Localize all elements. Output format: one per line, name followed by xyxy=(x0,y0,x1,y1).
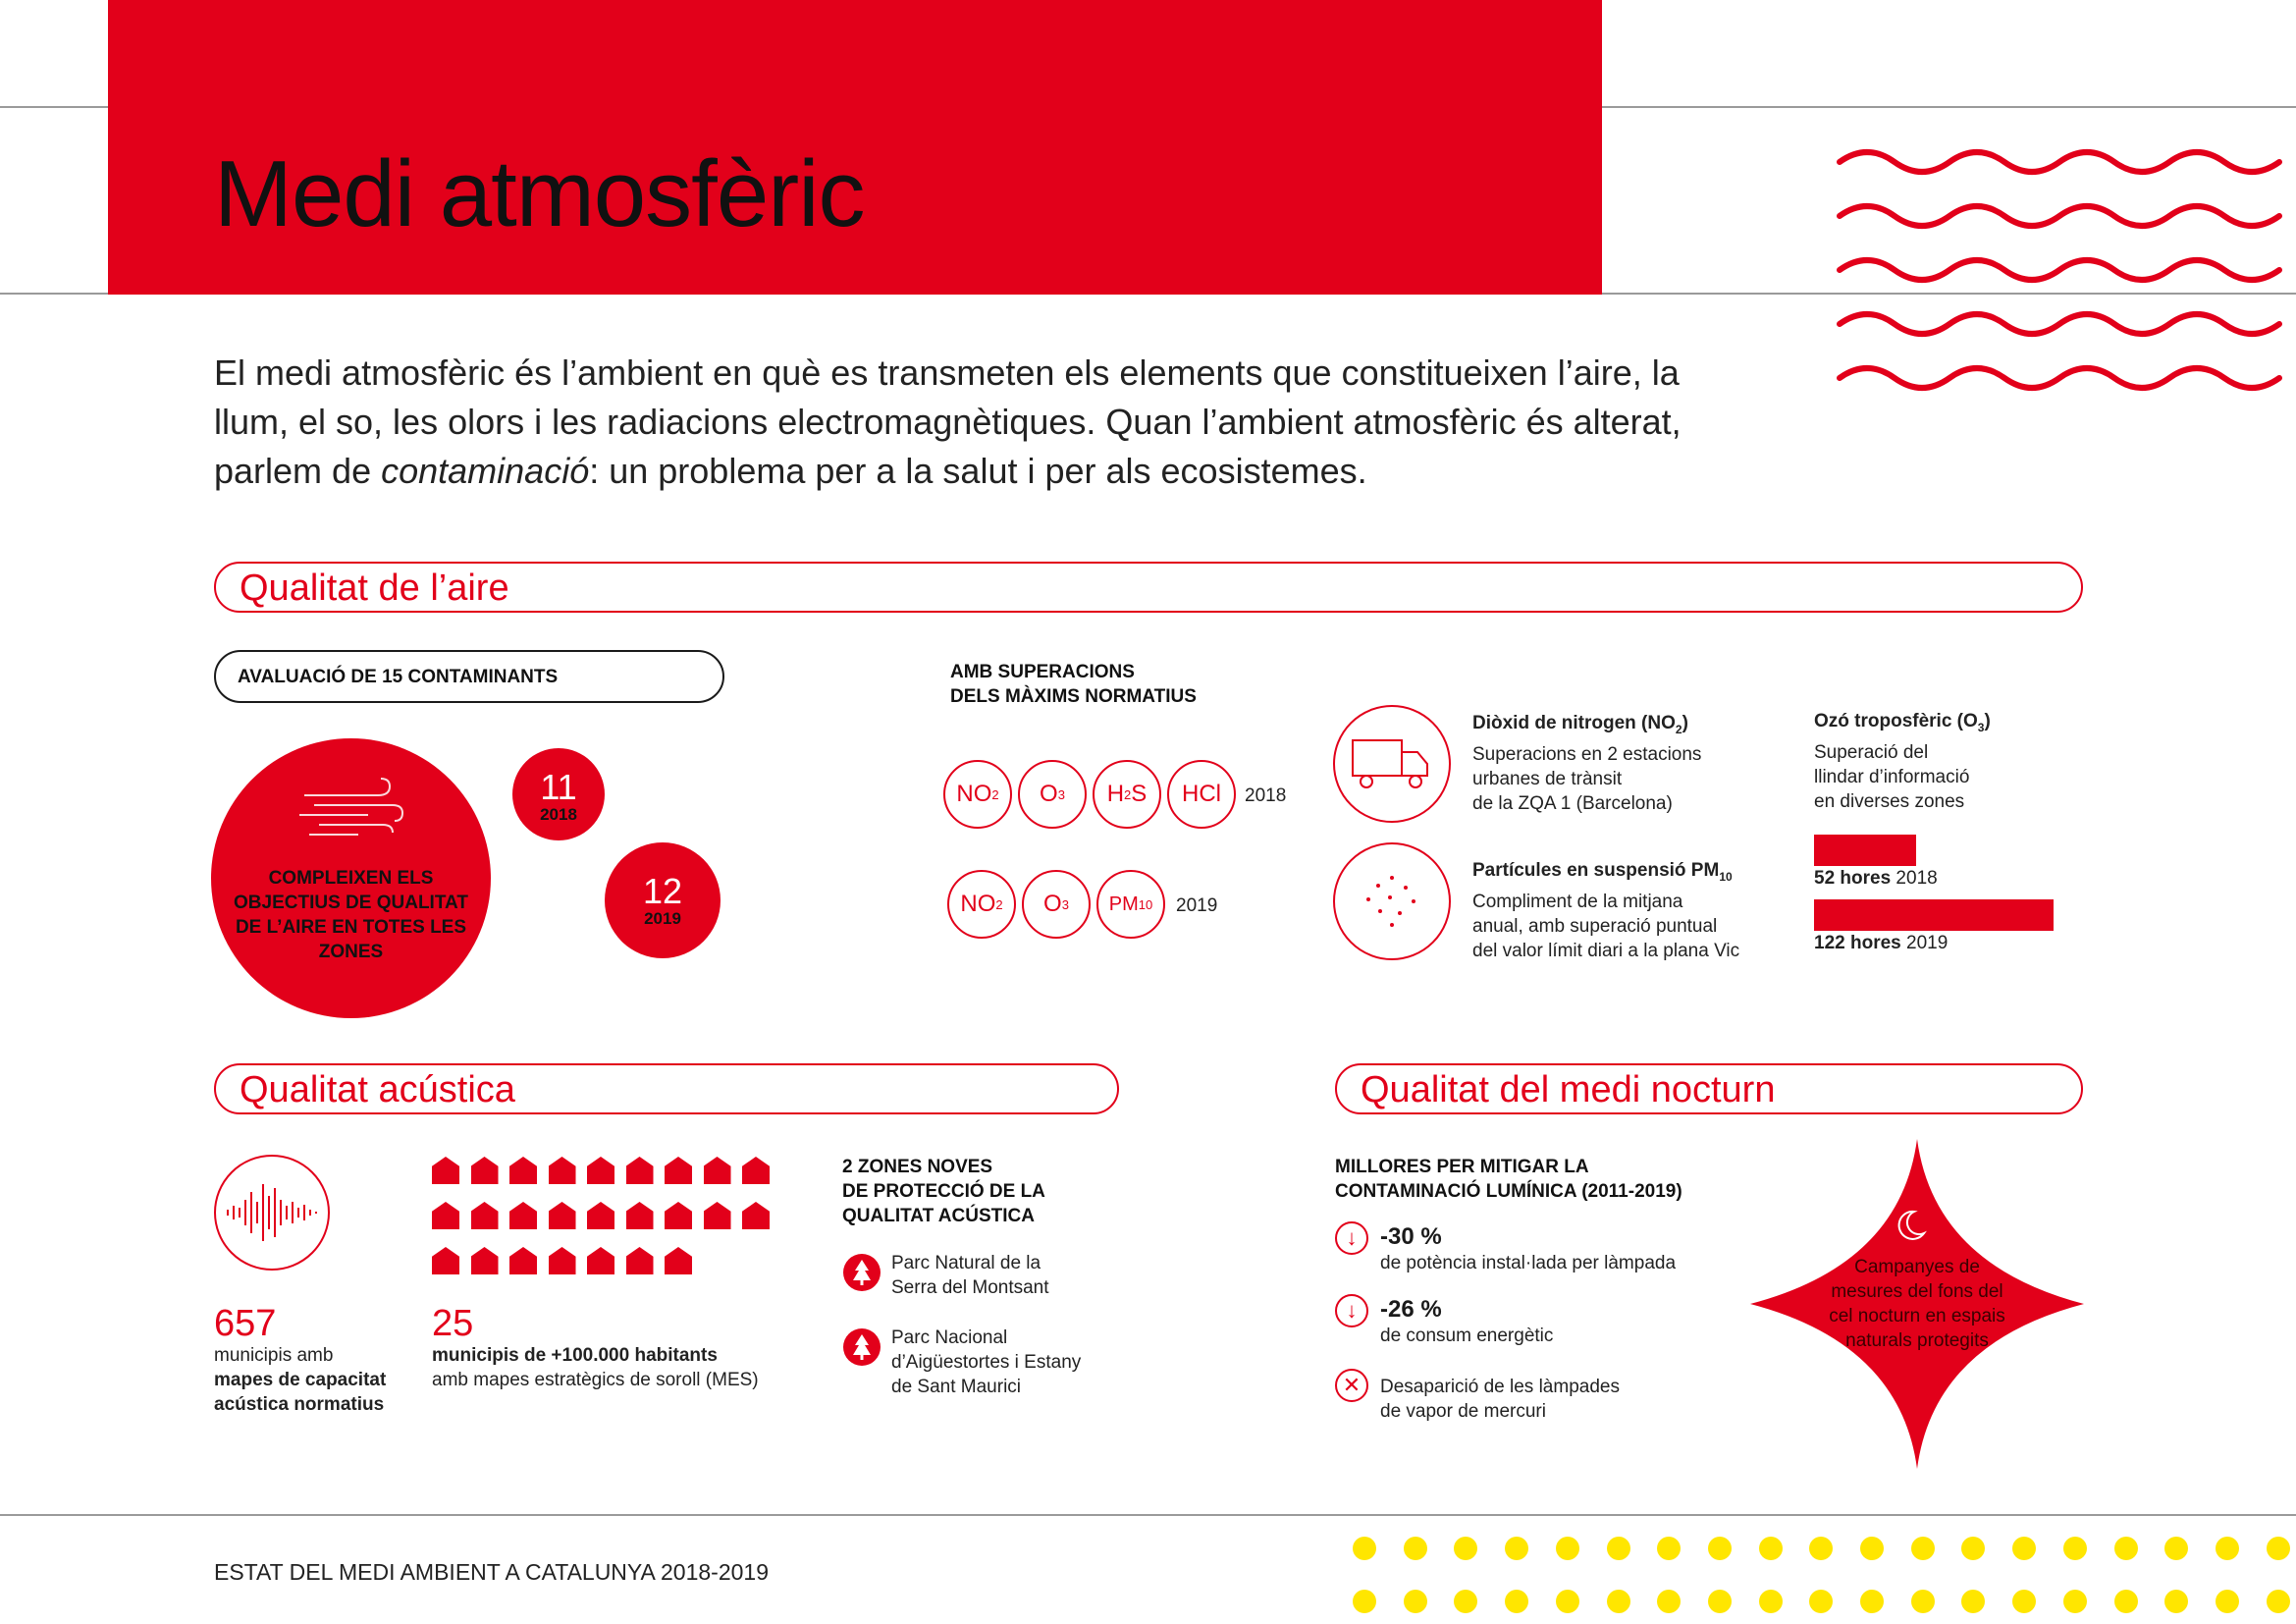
house-icon xyxy=(626,1247,654,1274)
ozone-year-2019: 2019 xyxy=(1900,933,1949,953)
house-icon xyxy=(742,1157,770,1184)
no2-title-sub: 2 xyxy=(1675,722,1682,736)
house-icon xyxy=(509,1247,537,1274)
park-2-line-1: Parc Nacional xyxy=(891,1327,1008,1348)
yellow-dot xyxy=(1353,1590,1376,1613)
pm10-line-1: Compliment de la mitjana xyxy=(1472,891,1683,912)
house-icon xyxy=(471,1247,499,1274)
house-icon xyxy=(432,1247,459,1274)
night-title-1: MILLORES PER MITIGAR LA xyxy=(1335,1157,1589,1177)
ozone-label-2018 xyxy=(1814,866,1938,891)
yellow-dot xyxy=(1353,1537,1376,1560)
zones-title-3: QUALITAT ACÚSTICA xyxy=(842,1206,1035,1226)
night-item-1-text: de potència instal·lada per làmpada xyxy=(1380,1253,1677,1273)
eval-pill xyxy=(214,650,724,703)
yellow-dot xyxy=(1911,1537,1935,1560)
yellow-dot xyxy=(2012,1537,2036,1560)
ozone-label-2019 xyxy=(1814,931,1948,955)
chip-h2s-2018: H 2 S xyxy=(1093,760,1161,829)
ozone-line-2: llindar d’informació xyxy=(1814,766,1970,787)
row-2019-year: 2019 xyxy=(1176,895,1218,916)
section-air-title: Qualitat de l’aire xyxy=(240,568,509,609)
yellow-dot xyxy=(1607,1537,1630,1560)
chip-o3-2018: O 3 xyxy=(1018,760,1087,829)
row-2018-year: 2018 xyxy=(1245,785,1287,806)
circle-2018-value: 11 xyxy=(540,767,577,807)
yellow-dot xyxy=(1505,1537,1528,1560)
intro-emphasis: contaminació xyxy=(381,451,590,491)
yellow-dot xyxy=(1759,1590,1783,1613)
night-item-3-line-1: Desaparició de les làmpades xyxy=(1380,1377,1620,1397)
yellow-dot xyxy=(1404,1590,1427,1613)
page-title: Medi atmosfèric xyxy=(214,141,865,246)
ozone-hours-2019: 122 hores xyxy=(1814,933,1901,953)
house-icon xyxy=(587,1202,614,1229)
yellow-dot xyxy=(1404,1537,1427,1560)
particles-icon xyxy=(1355,864,1429,939)
yellow-dot xyxy=(1961,1590,1985,1613)
chip-pm10-2019: PM 10 xyxy=(1096,870,1165,939)
zones-title-2: DE PROTECCIÓ DE LA xyxy=(842,1181,1045,1202)
pm10-title-sub: 10 xyxy=(1719,869,1733,884)
no2-title: Diòxid de nitrogen (NO xyxy=(1472,713,1676,733)
yellow-dot xyxy=(2216,1537,2239,1560)
circle-2019 xyxy=(605,842,721,958)
yellow-dot xyxy=(1708,1590,1732,1613)
tree-icon xyxy=(842,1253,881,1292)
chip-hcl-2018: HCl xyxy=(1167,760,1236,829)
stat-657-line-1: municipis amb xyxy=(214,1345,334,1366)
night-title-2: CONTAMINACIÓ LUMÍNICA (2011-2019) xyxy=(1335,1181,1682,1202)
cross-icon: ✕ xyxy=(1335,1369,1368,1402)
house-icon xyxy=(742,1202,770,1229)
yellow-dot xyxy=(1809,1590,1833,1613)
house-icon xyxy=(587,1247,614,1274)
yellow-dot xyxy=(2063,1537,2087,1560)
truck-icon xyxy=(1349,734,1437,793)
yellow-dot xyxy=(2216,1590,2239,1613)
circle-2019-year: 2019 xyxy=(644,909,681,928)
circle-2018 xyxy=(512,748,605,840)
moon-icon xyxy=(1893,1208,1928,1243)
ozone-title: Ozó troposfèric (O xyxy=(1814,711,1978,731)
yellow-dot xyxy=(1454,1537,1477,1560)
stat-25-line-1: municipis de +100.000 habitants xyxy=(432,1345,718,1366)
yellow-dot xyxy=(1505,1590,1528,1613)
no2-line-1: Superacions en 2 estacions xyxy=(1472,743,1702,765)
park-2-line-2: d’Aigüestortes i Estany xyxy=(891,1352,1082,1373)
section-night-title: Qualitat del medi nocturn xyxy=(1361,1069,1776,1110)
ozone-year-2018: 2018 xyxy=(1891,868,1938,889)
stat-657-line-2: mapes de capacitat xyxy=(214,1370,387,1390)
house-icon xyxy=(665,1247,692,1274)
ozone-title-sub: 3 xyxy=(1977,720,1985,734)
wind-icon xyxy=(299,776,407,844)
stat-657-value: 657 xyxy=(214,1303,277,1344)
exceed-title-2: DELS MÀXIMS NORMATIUS xyxy=(950,686,1197,707)
park-2 xyxy=(891,1326,1081,1399)
yellow-dot xyxy=(1860,1537,1884,1560)
night-campaign-text: Campanyes de mesures del fons del cel nocturn en espais naturals protegits xyxy=(1829,1257,2005,1351)
intro-paragraph xyxy=(214,349,1735,496)
house-icon xyxy=(665,1202,692,1229)
footer-rule xyxy=(0,1514,2296,1516)
footer-text: ESTAT DEL MEDI AMBIENT A CATALUNYA 2018-2019 xyxy=(214,1559,770,1585)
night-item-1-value: -30 % xyxy=(1380,1223,1442,1250)
yellow-dot xyxy=(1657,1590,1681,1613)
no2-line-2: urbanes de trànsit xyxy=(1472,768,1623,789)
stat-25-value: 25 xyxy=(432,1303,474,1344)
no2-info xyxy=(1472,711,1701,816)
park-2-line-3: de Sant Maurici xyxy=(891,1377,1022,1397)
house-icon xyxy=(471,1157,499,1184)
stat-25 xyxy=(432,1304,759,1392)
pm10-line-2: anual, amb superació puntual xyxy=(1472,915,1718,937)
house-icon xyxy=(704,1157,731,1184)
stat-657 xyxy=(214,1304,386,1417)
ozone-info xyxy=(1814,709,1991,814)
circle-2018-year: 2018 xyxy=(540,805,577,824)
soundwave-icon xyxy=(222,1178,322,1247)
night-item-3-line-2: de vapor de mercuri xyxy=(1380,1401,1546,1422)
chip-no2-2019: NO 2 xyxy=(947,870,1016,939)
arrow-down-icon: ↓ xyxy=(1335,1294,1368,1327)
exceed-title-1: AMB SUPERACIONS xyxy=(950,662,1135,682)
house-icon xyxy=(549,1157,576,1184)
circle-2019-value: 12 xyxy=(642,871,683,911)
arrow-down-icon: ↓ xyxy=(1335,1221,1368,1255)
exceed-title xyxy=(950,660,1197,709)
night-item-2 xyxy=(1380,1296,1553,1348)
yellow-dot xyxy=(1860,1590,1884,1613)
house-icon xyxy=(626,1202,654,1229)
yellow-dot xyxy=(1454,1590,1477,1613)
ozone-bar-2018 xyxy=(1814,835,1916,866)
section-air-quality xyxy=(214,562,2083,613)
zones-title-1: 2 ZONES NOVES xyxy=(842,1157,993,1177)
chip-no2-2018: NO 2 xyxy=(943,760,1012,829)
house-icon xyxy=(471,1202,499,1229)
park-1-line-1: Parc Natural de la xyxy=(891,1253,1041,1273)
yellow-dot xyxy=(1607,1590,1630,1613)
house-icon xyxy=(549,1247,576,1274)
pm10-line-3: del valor límit diari a la plana Vic xyxy=(1472,940,1740,961)
night-item-1 xyxy=(1380,1223,1676,1275)
yellow-dot xyxy=(1809,1537,1833,1560)
pm10-title: Partícules en suspensió PM xyxy=(1472,860,1720,881)
yellow-dot xyxy=(2164,1537,2188,1560)
yellow-dot xyxy=(2164,1590,2188,1613)
house-icon xyxy=(549,1202,576,1229)
yellow-dot xyxy=(2267,1590,2290,1613)
waves-decoration xyxy=(1836,137,2296,403)
house-icon xyxy=(626,1157,654,1184)
yellow-dot xyxy=(2114,1537,2138,1560)
stat-25-line-2: amb mapes estratègics de soroll (MES) xyxy=(432,1370,759,1390)
stat-657-line-3: acústica normatius xyxy=(214,1394,385,1415)
yellow-dot xyxy=(2063,1590,2087,1613)
section-acoustic-title: Qualitat acústica xyxy=(240,1069,515,1110)
night-item-2-text: de consum energètic xyxy=(1380,1326,1554,1346)
yellow-dot xyxy=(1657,1537,1681,1560)
yellow-dot xyxy=(1556,1590,1579,1613)
night-item-2-value: -26 % xyxy=(1380,1296,1442,1323)
yellow-dot xyxy=(2267,1537,2290,1560)
yellow-dot xyxy=(2012,1590,2036,1613)
ozone-bar-2019 xyxy=(1814,899,2054,931)
zones-title xyxy=(842,1155,1045,1228)
park-1 xyxy=(891,1251,1049,1300)
chip-o3-2019: O 3 xyxy=(1022,870,1091,939)
ozone-title-end: ) xyxy=(1984,711,1991,731)
ozone-line-3: en diverses zones xyxy=(1814,790,1965,812)
house-icon xyxy=(665,1157,692,1184)
house-icon xyxy=(432,1202,459,1229)
yellow-dot xyxy=(1556,1537,1579,1560)
section-acoustic xyxy=(214,1063,1119,1114)
intro-text-1: El medi atmosfèric és l’ambient en què es transmeten els elements que constitueixen l’aire, la llum, el so, les olors i les radiacions electromagnètiques. Quan l’ambient atmosfèric és alterat, parlem de xyxy=(214,352,1682,491)
park-1-line-2: Serra del Montsant xyxy=(891,1277,1049,1298)
eval-label: AVALUACIÓ DE 15 CONTAMINANTS xyxy=(238,667,559,687)
compliance-text: COMPLEIXEN ELS OBJECTIUS DE QUALITAT DE L’AIRE EN TOTES LES ZONES xyxy=(234,868,468,962)
intro-text-2: : un problema per a la salut i per als ecosistemes. xyxy=(589,451,1367,491)
pm10-info xyxy=(1472,858,1739,963)
yellow-dot xyxy=(1708,1537,1732,1560)
house-icon xyxy=(509,1157,537,1184)
yellow-dot xyxy=(1911,1590,1935,1613)
yellow-dot xyxy=(1961,1537,1985,1560)
ozone-hours-2018: 52 hores xyxy=(1814,868,1892,889)
yellow-dot xyxy=(2114,1590,2138,1613)
tree-icon xyxy=(842,1327,881,1367)
yellow-dot xyxy=(1759,1537,1783,1560)
no2-title-end: ) xyxy=(1682,713,1688,733)
house-icon xyxy=(509,1202,537,1229)
night-title xyxy=(1335,1155,1682,1204)
no2-line-3: de la ZQA 1 (Barcelona) xyxy=(1472,792,1673,814)
ozone-line-1: Superació del xyxy=(1814,741,1929,763)
house-icon xyxy=(704,1202,731,1229)
night-item-3 xyxy=(1380,1375,1620,1424)
section-night xyxy=(1335,1063,2083,1114)
house-icon xyxy=(587,1157,614,1184)
house-icon xyxy=(432,1157,459,1184)
